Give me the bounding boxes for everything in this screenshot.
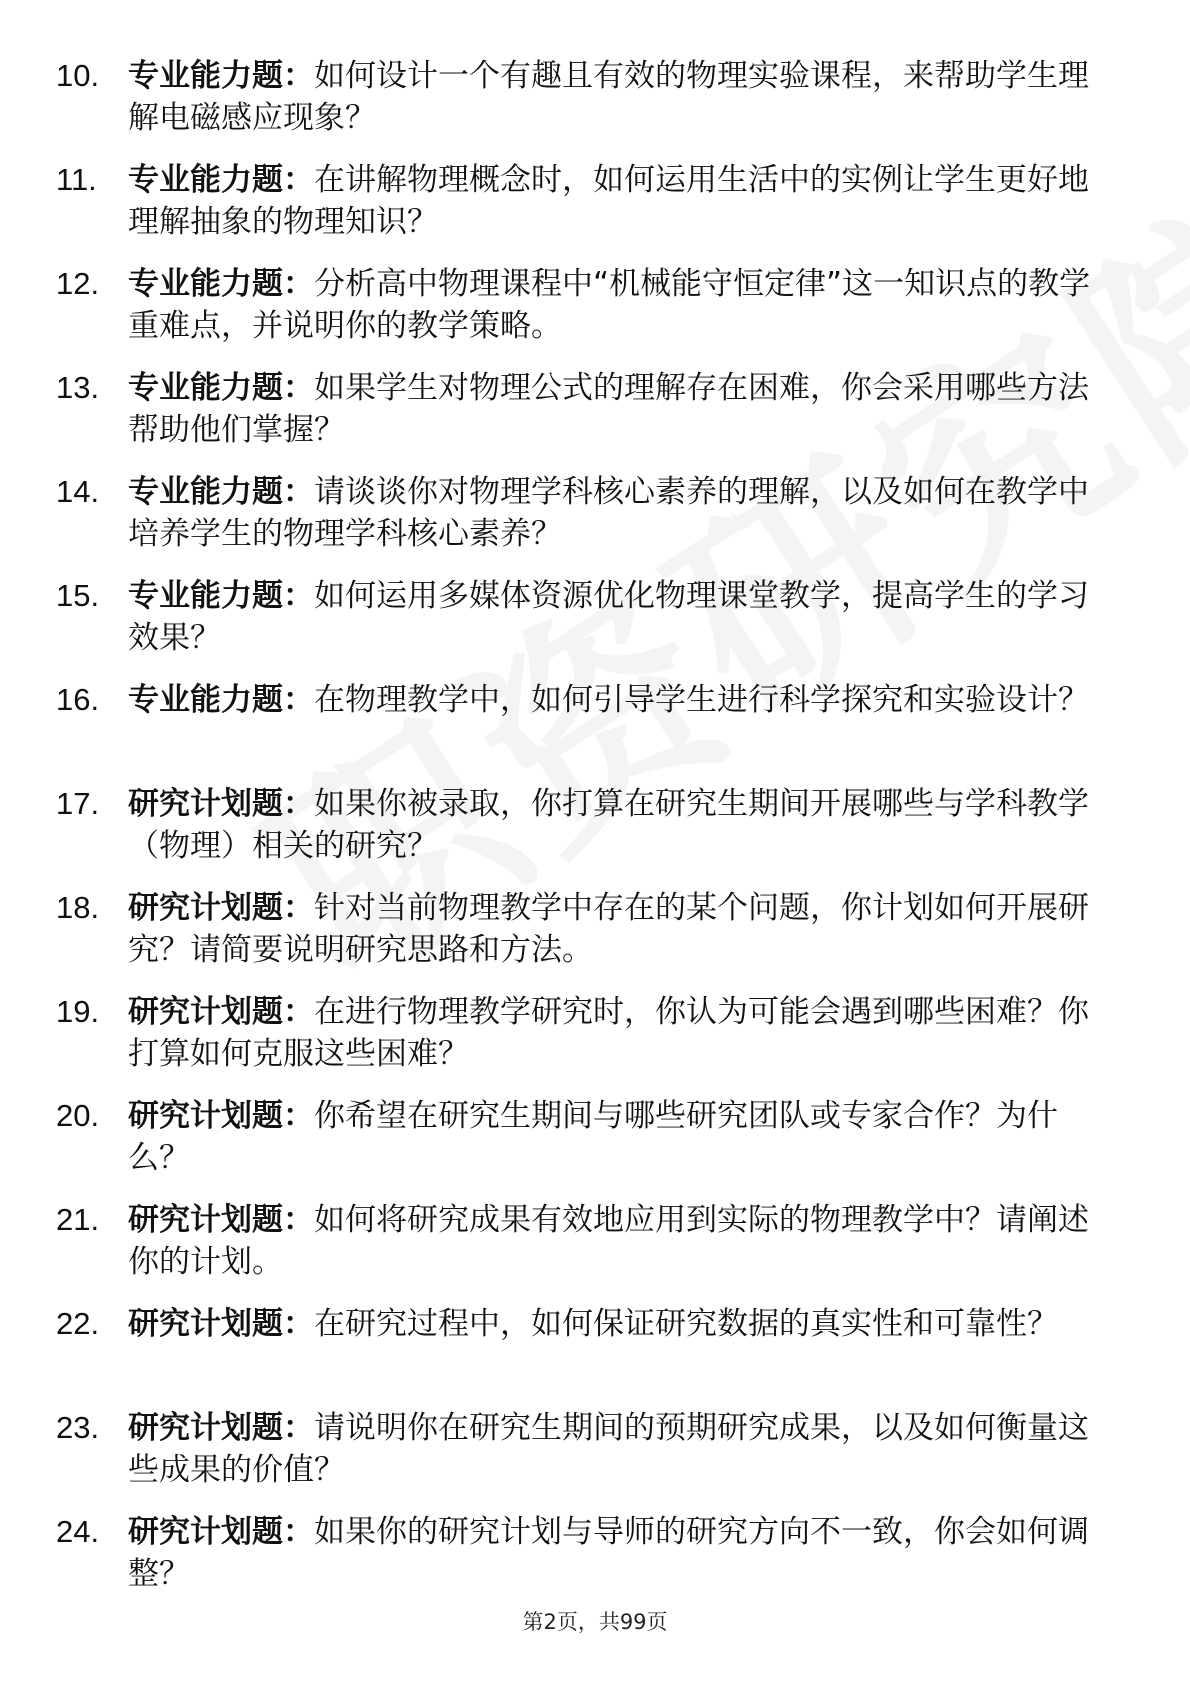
- question-body: [128, 679, 1118, 721]
- question-category: 研究计划题：: [128, 1098, 314, 1134]
- question-body: [128, 159, 1118, 243]
- question-item: [0, 1199, 1190, 1303]
- question-number: 16.: [56, 682, 100, 717]
- question-text: 针对当前物理教学中存在的某个问题，你计划如何开展研究？请简要说明研究思路和方法。: [128, 890, 1089, 968]
- question-number: 18.: [56, 890, 100, 925]
- question-number: 21.: [56, 1202, 100, 1237]
- question-body: [128, 991, 1118, 1075]
- question-body: [128, 887, 1118, 971]
- question-number: 23.: [56, 1410, 100, 1445]
- question-number: 22.: [56, 1306, 100, 1341]
- question-item: [0, 55, 1190, 159]
- question-item: [0, 1303, 1190, 1407]
- question-text: 你希望在研究生期间与哪些研究团队或专家合作？为什么？: [128, 1098, 1058, 1176]
- question-text: 分析高中物理课程中“机械能守恒定律”这一知识点的教学重难点，并说明你的教学策略。: [128, 266, 1091, 344]
- question-item: [0, 575, 1190, 679]
- question-text: 如何将研究成果有效地应用到实际的物理教学中？请阐述你的计划。: [128, 1202, 1089, 1280]
- question-category: 研究计划题：: [128, 1410, 314, 1446]
- question-number: 14.: [56, 474, 100, 509]
- question-number: 20.: [56, 1098, 100, 1133]
- question-number: 13.: [56, 370, 100, 405]
- page-footer: 第2页，共99页: [522, 1610, 668, 1634]
- question-body: [128, 1303, 1118, 1345]
- question-item: [0, 263, 1190, 367]
- question-category: 专业能力题：: [128, 682, 314, 718]
- question-text: 在进行物理教学研究时，你认为可能会遇到哪些困难？你打算如何克服这些困难？: [128, 994, 1089, 1072]
- question-item: [0, 471, 1190, 575]
- question-category: 专业能力题：: [128, 266, 314, 302]
- question-text: 在讲解物理概念时，如何运用生活中的实例让学生更好地理解抽象的物理知识？: [128, 162, 1089, 240]
- question-body: [128, 1199, 1118, 1283]
- question-category: 研究计划题：: [128, 1306, 314, 1342]
- question-category: 专业能力题：: [128, 578, 314, 614]
- question-category: 专业能力题：: [128, 474, 314, 510]
- question-item: [0, 991, 1190, 1095]
- question-text: 请说明你在研究生期间的预期研究成果，以及如何衡量这些成果的价值？: [128, 1410, 1089, 1488]
- question-body: [128, 367, 1118, 451]
- question-item: [0, 1407, 1190, 1511]
- question-text: 如何运用多媒体资源优化物理课堂教学，提高学生的学习效果？: [128, 578, 1089, 656]
- question-body: [128, 1407, 1118, 1491]
- question-body: [128, 263, 1118, 347]
- question-text: 如果你被录取，你打算在研究生期间开展哪些与学科教学（物理）相关的研究？: [128, 786, 1089, 864]
- question-body: [128, 783, 1118, 867]
- question-number: 19.: [56, 994, 100, 1029]
- question-category: 专业能力题：: [128, 370, 314, 406]
- question-text: 请谈谈你对物理学科核心素养的理解，以及如何在教学中培养学生的物理学科核心素养？: [128, 474, 1089, 552]
- question-text: 在物理教学中，如何引导学生进行科学探究和实验设计？: [314, 682, 1089, 718]
- question-category: 研究计划题：: [128, 786, 314, 822]
- question-item: [0, 887, 1190, 991]
- question-body: [128, 55, 1118, 139]
- question-item: [0, 159, 1190, 263]
- question-item: [0, 367, 1190, 471]
- question-category: 研究计划题：: [128, 1514, 314, 1550]
- question-item: [0, 783, 1190, 887]
- question-category: 专业能力题：: [128, 162, 314, 198]
- question-category: 研究计划题：: [128, 994, 314, 1030]
- question-body: [128, 1095, 1118, 1179]
- question-category: 专业能力题：: [128, 58, 314, 94]
- question-number: 17.: [56, 786, 100, 821]
- question-category: 研究计划题：: [128, 890, 314, 926]
- question-body: [128, 471, 1118, 555]
- question-number: 15.: [56, 578, 100, 613]
- question-item: [0, 1095, 1190, 1199]
- question-item: [0, 679, 1190, 783]
- question-text: 如果你的研究计划与导师的研究方向不一致，你会如何调整？: [128, 1514, 1089, 1592]
- question-number: 11.: [56, 162, 97, 197]
- question-number: 24.: [56, 1514, 100, 1549]
- question-category: 研究计划题：: [128, 1202, 314, 1238]
- question-number: 10.: [56, 58, 100, 93]
- question-body: [128, 1511, 1118, 1595]
- question-text: 在研究过程中，如何保证研究数据的真实性和可靠性？: [314, 1306, 1058, 1342]
- question-item: [0, 1511, 1190, 1615]
- question-text: 如果学生对物理公式的理解存在困难，你会采用哪些方法帮助他们掌握？: [128, 370, 1089, 448]
- question-text: 如何设计一个有趣且有效的物理实验课程，来帮助学生理解电磁感应现象？: [128, 58, 1089, 136]
- question-number: 12.: [56, 266, 100, 301]
- question-body: [128, 575, 1118, 659]
- question-list: [0, 55, 1190, 1615]
